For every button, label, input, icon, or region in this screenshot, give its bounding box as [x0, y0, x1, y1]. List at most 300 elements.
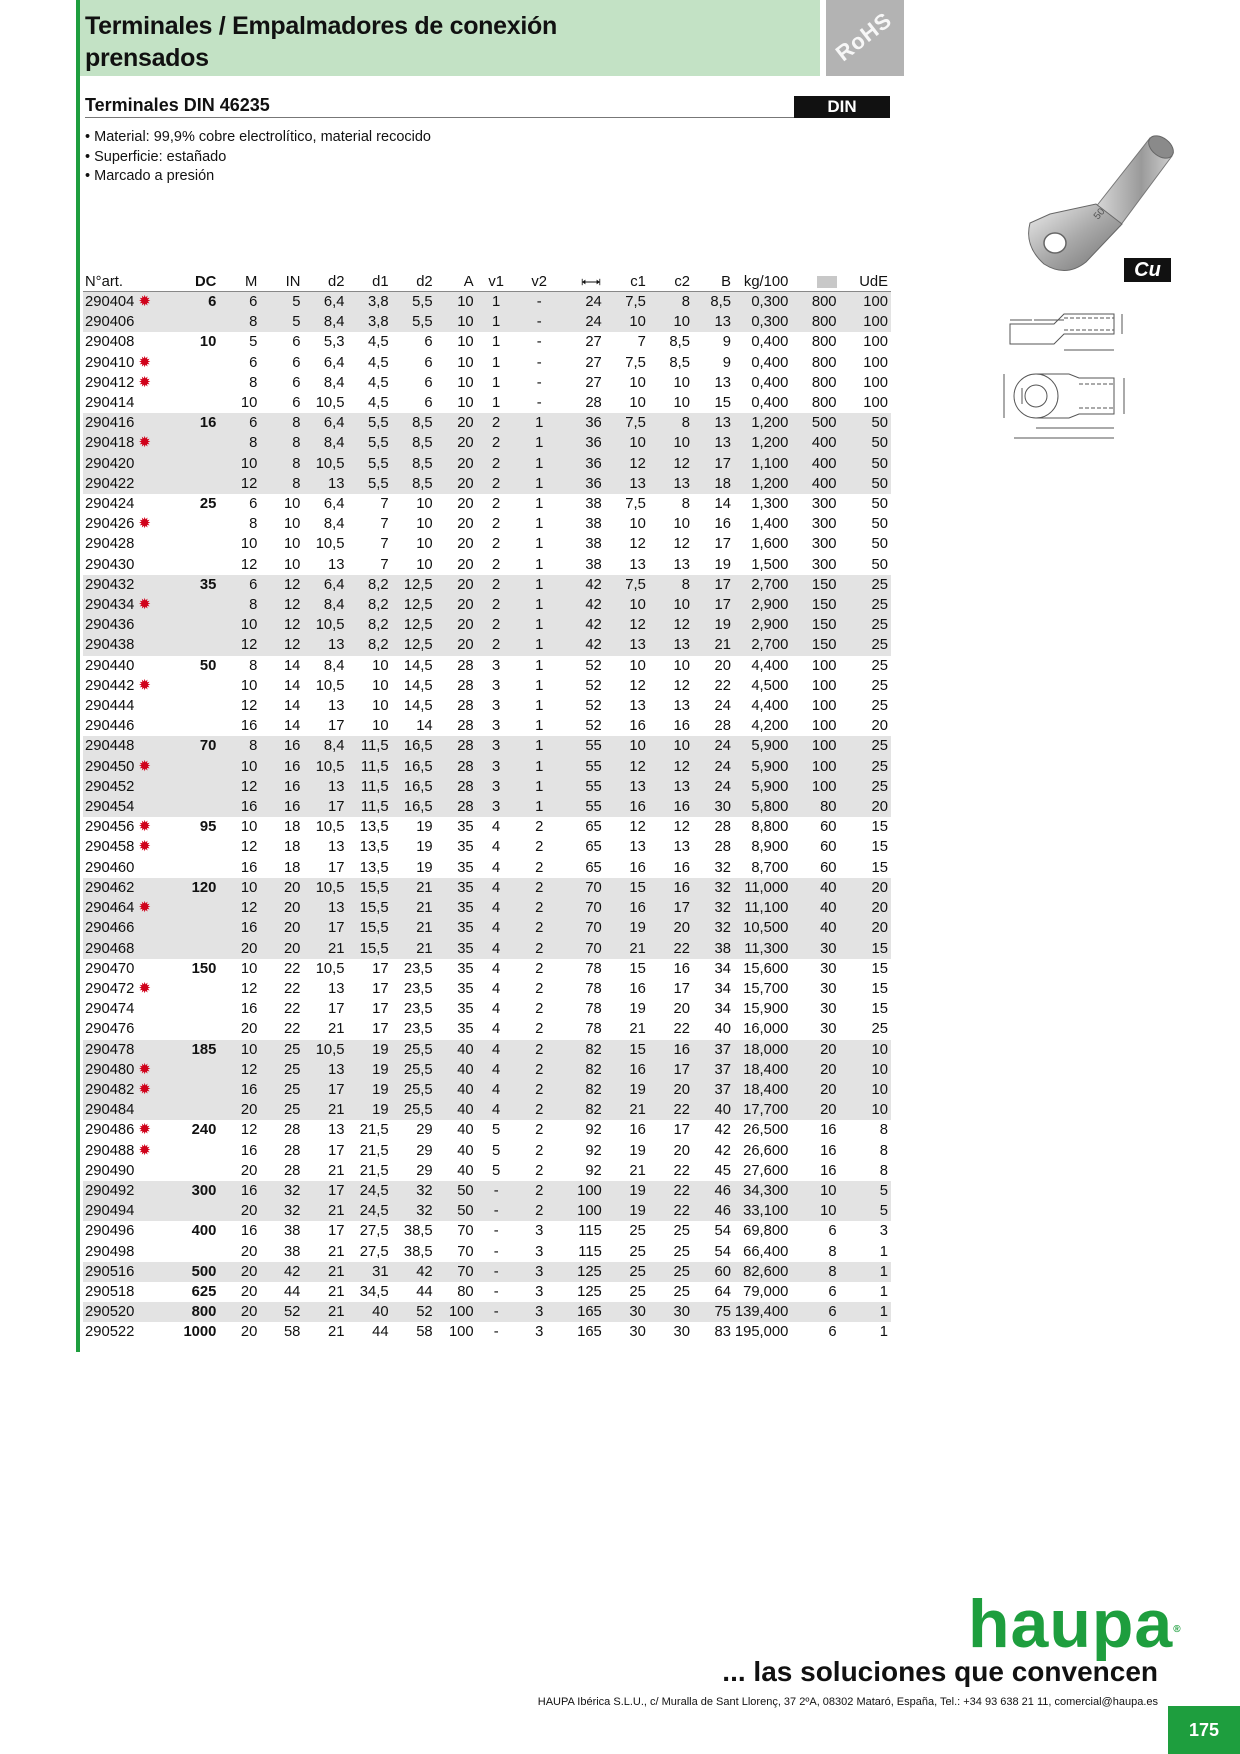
- cell-d1: 13,5: [359, 859, 389, 876]
- cell-d2a: 10,5: [303, 615, 347, 635]
- cell-l: 70: [563, 939, 605, 959]
- art-number: 290404: [85, 294, 135, 310]
- cell-in: 58: [283, 1324, 301, 1341]
- cell-in: 8: [260, 413, 303, 433]
- cell-d2a: 10,5: [303, 1040, 347, 1060]
- table-row: [83, 696, 891, 716]
- cell-c1: 7: [637, 334, 646, 351]
- cell-c2: 25: [649, 1262, 693, 1282]
- cell-l: 36: [563, 433, 605, 453]
- cell-v2: 1: [535, 496, 544, 513]
- cell-art-number: [83, 575, 173, 595]
- cell-kg: 27,600: [743, 1162, 789, 1179]
- cell-ude: 20: [871, 718, 888, 735]
- cell-v2: 2: [535, 980, 544, 997]
- table-row: [83, 797, 891, 817]
- cell-d2a: 21: [328, 1324, 345, 1341]
- cell-pk: 800: [791, 292, 839, 313]
- cell-d2a: 8,4: [323, 516, 345, 533]
- cell-c2: 17: [649, 898, 693, 918]
- page-title-line1: Terminales / Empalmadores de conexión: [85, 12, 557, 40]
- cell-m: 12: [240, 1122, 258, 1139]
- cell-a: 70: [457, 1243, 474, 1260]
- art-number: 290522: [85, 1324, 135, 1341]
- cell-c2: 10: [649, 312, 693, 332]
- cell-v1: -: [477, 1302, 519, 1322]
- cell-m: 8: [249, 516, 258, 533]
- product-table: [83, 273, 891, 1343]
- cell-v1: 2: [492, 496, 501, 513]
- cell-v1: 4: [477, 898, 519, 918]
- art-number: 290486: [85, 1122, 135, 1139]
- cell-d1: 24,5: [348, 1201, 392, 1221]
- cell-art-number: [83, 332, 173, 352]
- table-row: [83, 817, 891, 837]
- cell-a: 40: [457, 1122, 474, 1139]
- cell-l: 78: [585, 960, 602, 977]
- cell-dc: [173, 635, 219, 655]
- cell-kg: 15,900: [743, 1001, 789, 1018]
- cell-kg: 8,800: [751, 819, 789, 836]
- cell-v2: -: [519, 312, 563, 332]
- cell-kg: 1,200: [734, 413, 791, 433]
- cell-ude: 25: [840, 777, 891, 797]
- cell-a: 28: [436, 797, 477, 817]
- cell-b: 15: [714, 395, 731, 412]
- art-number: 290456: [85, 819, 135, 836]
- cell-d2a: 13: [303, 1060, 347, 1080]
- cell-d2b: 8,5: [392, 413, 436, 433]
- page-title-line2: prensados: [85, 44, 209, 72]
- cell-c2: 10: [649, 433, 693, 453]
- cell-c1: 19: [605, 918, 649, 938]
- cell-in: 28: [283, 1162, 301, 1179]
- cell-l: 52: [585, 677, 602, 694]
- cell-c1: 15: [629, 960, 646, 977]
- cell-d2b: 14,5: [403, 657, 433, 674]
- cell-kg: 11,100: [734, 898, 791, 918]
- art-number: 290422: [85, 475, 135, 492]
- cell-c2: 13: [649, 474, 693, 494]
- cell-c2: 8: [649, 413, 693, 433]
- table-row: [83, 656, 891, 676]
- cell-ude: 15: [840, 939, 891, 959]
- cell-v2: 2: [519, 1080, 563, 1100]
- cell-c2: 17: [673, 980, 690, 997]
- cell-d2a: 13: [303, 777, 347, 797]
- cell-m: 16: [240, 1223, 258, 1240]
- cell-ude: 25: [840, 595, 891, 615]
- cell-v2: 2: [519, 918, 563, 938]
- cell-c1: 15: [605, 878, 649, 898]
- cell-d2a: 13: [303, 898, 347, 918]
- new-item-star-icon: ✹: [138, 515, 151, 533]
- cell-ude: 100: [863, 334, 888, 351]
- cell-m: 20: [219, 1201, 260, 1221]
- cell-ude: 20: [840, 898, 891, 918]
- cell-v1: 2: [477, 454, 519, 474]
- cell-m: 16: [219, 918, 260, 938]
- cell-c1: 13: [629, 556, 646, 573]
- cell-v1: 5: [492, 1162, 501, 1179]
- cell-m: 8: [219, 312, 260, 332]
- cell-kg: 18,000: [734, 1040, 791, 1060]
- cell-art-number: [83, 393, 173, 413]
- cell-art-number: [83, 1161, 173, 1181]
- cell-v2: 3: [535, 1223, 544, 1240]
- cell-d1: 7: [380, 556, 389, 573]
- cell-pk: 8: [828, 1243, 837, 1260]
- cell-pk: 60: [820, 819, 837, 836]
- cell-v1: 1: [477, 292, 519, 313]
- cell-c2: 10: [673, 374, 690, 391]
- art-number: 290470: [85, 960, 135, 977]
- cell-kg: 69,800: [743, 1223, 789, 1240]
- cell-in: 32: [260, 1181, 303, 1201]
- cell-art-number: [83, 1322, 173, 1342]
- feature-item: • Material: 99,9% cobre electrolítico, material recocido: [85, 128, 431, 148]
- cell-art-number: [83, 757, 173, 777]
- cell-c1: 21: [629, 1021, 646, 1038]
- cell-art-number: [83, 433, 173, 453]
- cell-kg: 2,900: [734, 615, 791, 635]
- cell-pk: 150: [791, 595, 839, 615]
- cell-m: 12: [219, 635, 260, 655]
- cell-l: 78: [585, 1001, 602, 1018]
- cell-dc: [173, 595, 219, 615]
- col-header-d2: d2: [303, 273, 347, 292]
- cell-in: 25: [260, 1060, 303, 1080]
- cell-art-number: [83, 474, 173, 494]
- cell-b: 34: [714, 960, 731, 977]
- cell-in: 14: [283, 677, 301, 694]
- cell-dc: [173, 312, 219, 332]
- cell-b: 9: [722, 354, 731, 371]
- table-row: [83, 1141, 891, 1161]
- cell-dc: [173, 898, 219, 918]
- cell-m: 10: [240, 960, 258, 977]
- cell-b: 38: [693, 939, 734, 959]
- cell-in: 38: [283, 1243, 301, 1260]
- cell-c2: 12: [673, 819, 690, 836]
- col-header-package: [791, 273, 839, 292]
- cell-art-number: [83, 999, 173, 1019]
- cell-b: 13: [693, 312, 734, 332]
- cell-c2: 13: [649, 777, 693, 797]
- cell-pk: 300: [811, 536, 837, 553]
- col-header-v2: v2: [519, 273, 563, 292]
- cell-a: 20: [436, 575, 477, 595]
- cell-c1: 15: [605, 1040, 649, 1060]
- cell-l: 36: [563, 454, 605, 474]
- cell-d1: 7: [380, 496, 389, 513]
- cell-v2: 1: [535, 536, 544, 553]
- cell-ude: 50: [840, 413, 891, 433]
- table-row: [83, 332, 891, 352]
- cell-kg: 5,800: [734, 797, 791, 817]
- cell-c2: 13: [649, 635, 693, 655]
- cell-d1: 21,5: [359, 1162, 389, 1179]
- cell-d2a: 6,4: [303, 292, 347, 313]
- cell-art-number: [83, 534, 173, 554]
- cell-art-number: [83, 555, 173, 575]
- cell-b: 17: [714, 536, 731, 553]
- cell-pk: 20: [791, 1060, 839, 1080]
- cell-kg: 139,400: [734, 1302, 791, 1322]
- cell-art-number: [83, 979, 173, 999]
- cell-a: 10: [457, 334, 474, 351]
- cell-d2a: 10,5: [315, 677, 345, 694]
- cell-kg: 4,400: [751, 657, 789, 674]
- cell-v1: -: [493, 1283, 499, 1300]
- cell-a: 20: [436, 635, 477, 655]
- cell-c1: 19: [605, 1080, 649, 1100]
- cell-b: 46: [693, 1181, 734, 1201]
- cell-dc: [173, 979, 219, 999]
- new-item-star-icon: ✹: [138, 1060, 151, 1078]
- cell-a: 10: [436, 292, 477, 313]
- cell-in: 20: [260, 939, 303, 959]
- cell-v1: 2: [492, 536, 501, 553]
- cell-pk: 30: [791, 939, 839, 959]
- cell-kg: 4,200: [751, 718, 789, 735]
- cell-d1: 3,8: [348, 292, 392, 313]
- cell-d1: 17: [372, 1021, 389, 1038]
- cell-art-number: [83, 494, 173, 514]
- cell-d1: 5,5: [348, 474, 392, 494]
- art-number: 290406: [85, 314, 135, 331]
- cell-v2: 1: [519, 757, 563, 777]
- cell-kg: 1,200: [734, 474, 791, 494]
- cell-d1: 21,5: [359, 1142, 389, 1159]
- cell-v1: 2: [477, 433, 519, 453]
- cell-c1: 16: [629, 980, 646, 997]
- cell-dc: [173, 474, 219, 494]
- cell-art-number: [83, 939, 173, 959]
- cell-kg: 2,700: [734, 575, 791, 595]
- cell-d2b: 42: [392, 1262, 436, 1282]
- cell-d2b: 32: [392, 1201, 436, 1221]
- cell-a: 28: [436, 757, 477, 777]
- cell-pk: 800: [811, 354, 837, 371]
- cell-pk: 100: [791, 736, 839, 756]
- cell-ude: 100: [840, 312, 891, 332]
- cell-ude: 3: [879, 1223, 888, 1240]
- cell-a: 35: [436, 939, 477, 959]
- haupa-logo: [968, 1586, 1182, 1662]
- art-number: 290416: [85, 415, 135, 432]
- cell-a: 35: [457, 819, 474, 836]
- cell-a: 35: [436, 918, 477, 938]
- art-number: 290460: [85, 859, 135, 876]
- cell-d2b: 14,5: [403, 698, 433, 715]
- cell-d2b: 25,5: [392, 1080, 436, 1100]
- cell-in: 10: [283, 556, 301, 573]
- cell-c2: 10: [673, 516, 690, 533]
- col-header-v1: v1: [477, 273, 519, 292]
- table-row: [83, 454, 891, 474]
- cell-ude: 100: [863, 374, 888, 391]
- cell-in: 28: [283, 1142, 301, 1159]
- cell-m: 8: [219, 595, 260, 615]
- cell-kg: 34,300: [734, 1181, 791, 1201]
- cell-d2b: 10: [416, 536, 433, 553]
- cell-in: 18: [283, 819, 301, 836]
- cell-in: 12: [260, 575, 303, 595]
- cell-dc: 10: [199, 334, 217, 351]
- cell-v2: 1: [535, 516, 544, 533]
- cell-kg: 1,400: [751, 516, 789, 533]
- cell-d2a: 13: [303, 474, 347, 494]
- new-item-star-icon: ✹: [138, 353, 151, 371]
- cell-pk: 30: [820, 1021, 837, 1038]
- cell-d2b: 21: [392, 918, 436, 938]
- cell-v2: 2: [535, 1162, 544, 1179]
- cell-l: 55: [563, 757, 605, 777]
- cell-c2: 13: [673, 698, 690, 715]
- cell-a: 40: [436, 1040, 477, 1060]
- cell-d2b: 8,5: [392, 454, 436, 474]
- cell-d2a: 21: [328, 1283, 345, 1300]
- cell-ude: 25: [840, 736, 891, 756]
- cell-in: 28: [283, 1122, 301, 1139]
- cell-dc: [173, 757, 219, 777]
- cell-c1: 10: [605, 433, 649, 453]
- cell-in: 6: [292, 374, 301, 391]
- cell-b: 13: [714, 374, 731, 391]
- cell-m: 8: [219, 433, 260, 453]
- cell-art-number: [83, 635, 173, 655]
- cell-d2a: 21: [303, 1201, 347, 1221]
- cell-kg: 17,700: [734, 1100, 791, 1120]
- cell-c2: 8: [649, 292, 693, 313]
- cell-kg: 26,500: [743, 1122, 789, 1139]
- cell-v1: 3: [492, 718, 501, 735]
- art-number: 290496: [85, 1223, 135, 1240]
- cell-ude: 20: [840, 797, 891, 817]
- cell-pk: 20: [791, 1040, 839, 1060]
- cell-pk: 150: [791, 575, 839, 595]
- cell-d1: 19: [348, 1100, 392, 1120]
- cell-v2: 2: [535, 839, 544, 856]
- cell-b: 32: [693, 878, 734, 898]
- art-number: 290408: [85, 334, 135, 351]
- cell-ude: 5: [840, 1181, 891, 1201]
- cell-b: 32: [714, 859, 731, 876]
- cell-kg: 10,500: [734, 918, 791, 938]
- cell-m: 6: [249, 496, 258, 513]
- cell-pk: 100: [811, 698, 837, 715]
- table-row: [83, 1242, 891, 1262]
- new-item-star-icon: ✹: [138, 757, 151, 775]
- cell-pk: 16: [820, 1162, 837, 1179]
- cell-art-number: [83, 1221, 173, 1241]
- cell-b: 21: [693, 635, 734, 655]
- cell-d2b: 14,5: [403, 677, 433, 694]
- cell-b: 13: [693, 413, 734, 433]
- cell-art-number: [83, 514, 173, 534]
- cell-a: 40: [457, 1142, 474, 1159]
- cell-art-number: [83, 413, 173, 433]
- col-header-in: IN: [260, 273, 303, 292]
- cell-art-number: [83, 292, 173, 313]
- art-number: 290492: [85, 1182, 135, 1199]
- cell-l: 27: [585, 354, 602, 371]
- cell-c2: 20: [673, 1142, 690, 1159]
- cell-dc: [173, 676, 219, 696]
- cell-art-number: [83, 918, 173, 938]
- slogan: ... las soluciones que convencen: [722, 1656, 1158, 1687]
- cell-b: 13: [693, 433, 734, 453]
- cell-l: 92: [585, 1162, 602, 1179]
- cell-ude: 25: [840, 575, 891, 595]
- cell-d2b: 29: [416, 1162, 433, 1179]
- cell-v1: 4: [477, 1100, 519, 1120]
- cell-b: 28: [714, 819, 731, 836]
- cell-pk: 100: [791, 777, 839, 797]
- table-row: [83, 373, 891, 393]
- cell-d1: 8,2: [348, 575, 392, 595]
- col-header-ude: UdE: [840, 273, 891, 292]
- cell-l: 55: [563, 797, 605, 817]
- cell-c1: 7,5: [625, 496, 646, 513]
- cell-kg: 2,900: [734, 595, 791, 615]
- table-header-row: [83, 273, 891, 292]
- art-number: 290518: [85, 1283, 135, 1300]
- table-row: [83, 918, 891, 938]
- cell-d2a: 8,4: [303, 736, 347, 756]
- cell-c2: 12: [649, 615, 693, 635]
- cell-c2: 10: [649, 736, 693, 756]
- package-icon: [817, 276, 837, 288]
- art-number: 290432: [85, 576, 135, 593]
- cell-d1: 4,5: [368, 395, 389, 412]
- cell-v2: 2: [535, 1142, 544, 1159]
- cell-in: 10: [283, 536, 301, 553]
- cell-kg: 5,900: [734, 757, 791, 777]
- cell-v1: 2: [492, 556, 501, 573]
- cell-d2a: 21: [328, 1021, 345, 1038]
- cell-c2: 12: [649, 454, 693, 474]
- cell-l: 165: [563, 1302, 605, 1322]
- cell-m: 20: [219, 1262, 260, 1282]
- cell-ude: 8: [879, 1142, 888, 1159]
- cell-d2a: 10,5: [303, 454, 347, 474]
- cell-d1: 34,5: [359, 1283, 389, 1300]
- cell-v2: 2: [519, 1060, 563, 1080]
- rohs-label: RoHS: [830, 7, 897, 67]
- cell-ude: 50: [871, 516, 888, 533]
- cell-c1: 13: [605, 635, 649, 655]
- cell-m: 16: [219, 1181, 260, 1201]
- cell-dc: [173, 393, 219, 413]
- table-row: [83, 1302, 891, 1322]
- cell-v1: -: [493, 1324, 499, 1341]
- cell-d2b: 6: [424, 374, 433, 391]
- cell-d1: 19: [348, 1060, 392, 1080]
- cell-l: 82: [563, 1060, 605, 1080]
- cell-l: 55: [563, 736, 605, 756]
- cell-kg: 0,300: [734, 292, 791, 313]
- table-row: [83, 1080, 891, 1100]
- cell-a: 35: [457, 1021, 474, 1038]
- cell-art-number: [83, 959, 173, 979]
- cell-c2: 8,5: [669, 334, 690, 351]
- cell-a: 40: [436, 1060, 477, 1080]
- cell-in: 22: [283, 1001, 301, 1018]
- cell-dc: 6: [173, 292, 219, 313]
- cell-b: 60: [693, 1262, 734, 1282]
